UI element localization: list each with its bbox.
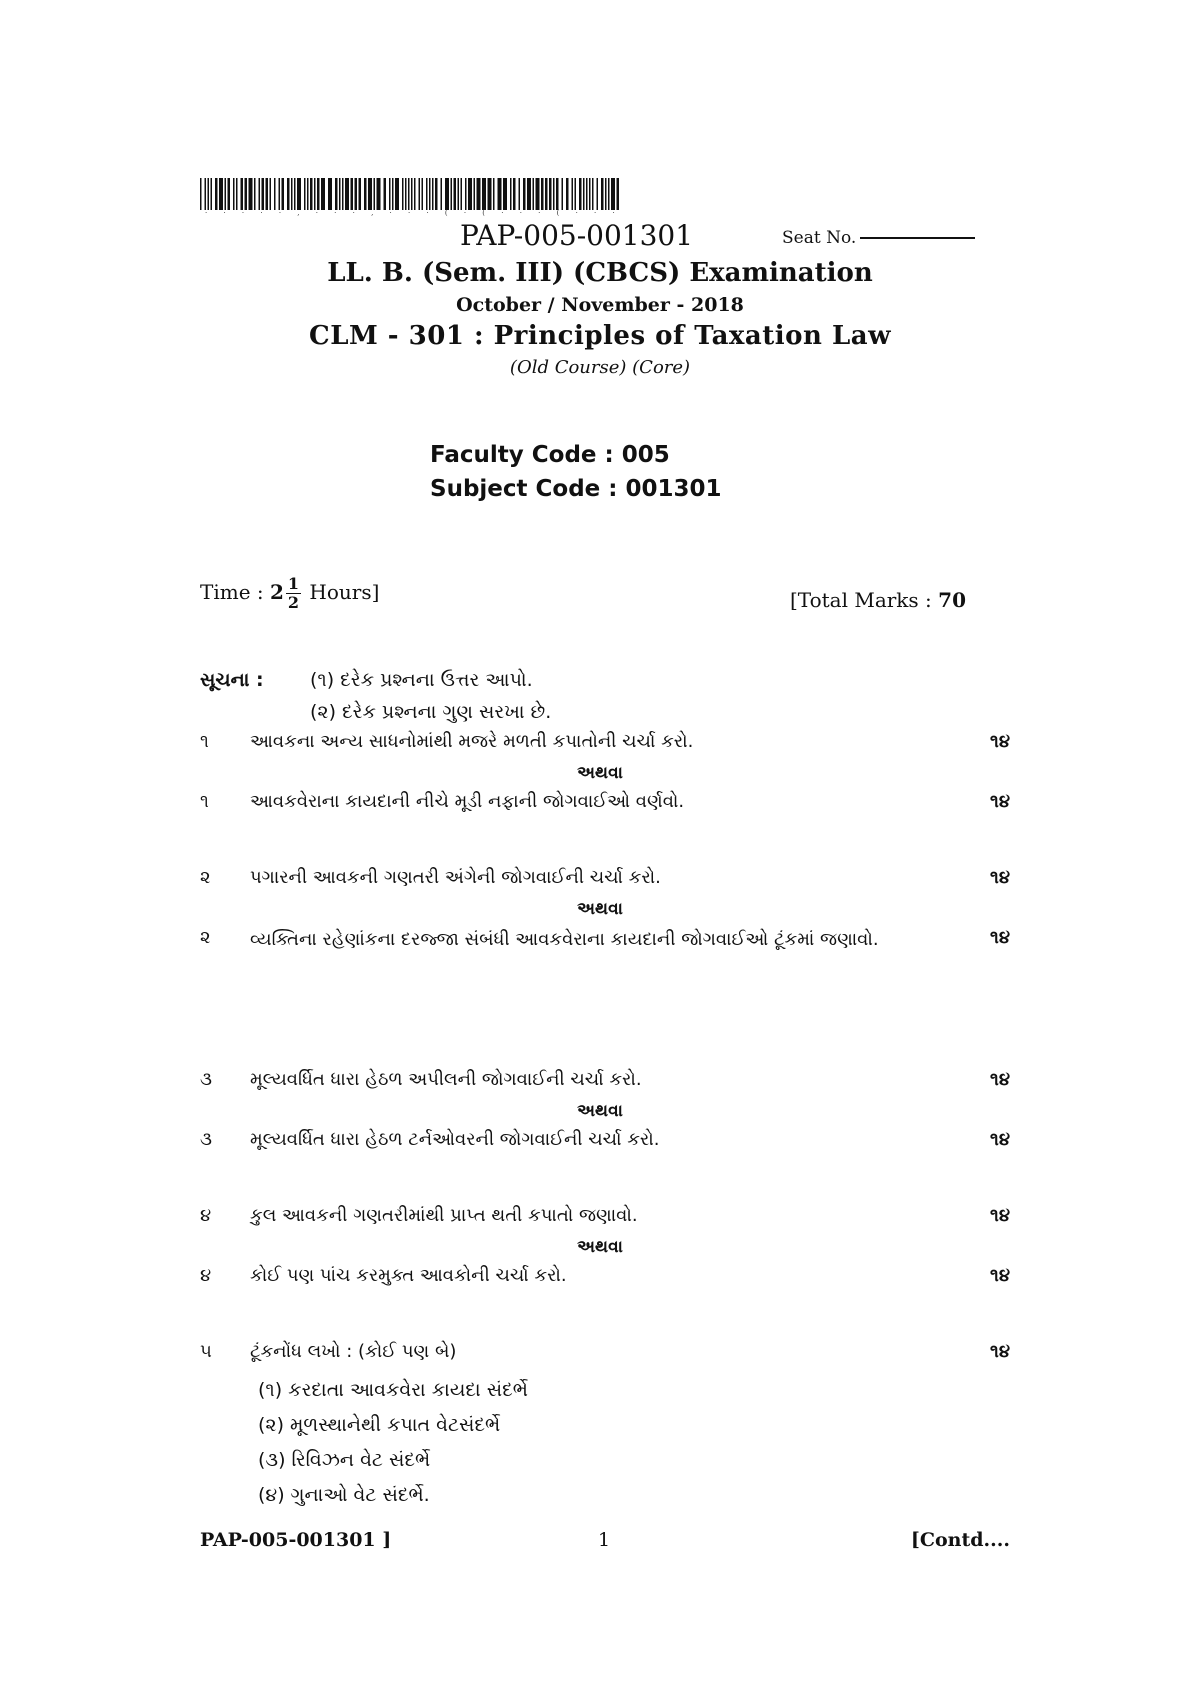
barcode-digit: ( — [444, 209, 448, 217]
question-number: ૪ — [200, 1205, 212, 1226]
barcode-bar — [395, 178, 399, 210]
question-marks: ૧૪ — [990, 1265, 1010, 1286]
barcode-digit: · — [612, 209, 615, 217]
barcode-bar — [294, 178, 296, 210]
question-text: આવકના અન્ય સાધનોમાંથી મજરે મળતી કપાતોની ચર્ચા કરો. — [250, 731, 694, 752]
time-whole: 2 — [270, 580, 284, 604]
barcode-bar — [601, 178, 604, 210]
question-marks: ૧૪ — [990, 1069, 1010, 1090]
barcode-bar — [441, 178, 443, 210]
question-text: ટૂંકનોંધ લખો : (કોઈ પણ બે) — [250, 1341, 457, 1362]
barcode-bar — [597, 178, 599, 210]
barcode-digit: · — [315, 209, 318, 217]
question-text: વ્યક્તિના રહેણાંકના દરજ્જા સંબંધી આવકવેરાના કાયદાની જોગવાઈઓ ટૂંકમાં જણાવો. — [250, 929, 879, 950]
barcode-bar — [586, 178, 588, 210]
barcode-bar — [266, 178, 269, 210]
page-number: 1 — [598, 1529, 611, 1551]
question-marks: ૧૪ — [990, 867, 1010, 888]
barcode-bar — [458, 178, 460, 210]
barcode-bar — [426, 178, 428, 210]
barcode-bar — [468, 178, 472, 210]
barcode-digit: ( — [556, 209, 560, 217]
question-number: ૧ — [200, 791, 209, 812]
barcode-bar — [249, 178, 253, 210]
barcode-bar — [368, 178, 372, 210]
barcode-bar — [408, 178, 410, 210]
barcode-bar — [608, 178, 610, 210]
barcode-bar — [510, 178, 512, 210]
barcode-bar — [291, 178, 293, 210]
barcode-bar — [317, 178, 320, 210]
instruction-item: (૨) દરેક પ્રશ્નના ગુણ સરખા છે. — [310, 701, 552, 723]
barcode-digit: · — [594, 209, 597, 217]
barcode-bar — [208, 178, 210, 210]
barcode-digit: · — [407, 209, 411, 217]
question-marks: ૧૪ — [990, 927, 1010, 948]
or-separator: અથવા — [577, 1101, 623, 1121]
barcode-bar — [307, 178, 309, 210]
barcode-digit: · — [223, 209, 226, 217]
question-number: ૩ — [200, 1069, 212, 1090]
question-marks: ૧૪ — [990, 791, 1010, 812]
barcode-bar — [536, 178, 540, 210]
barcode-bar — [262, 178, 265, 210]
total-marks-value: 70 — [938, 588, 966, 612]
barcode-bar — [432, 178, 434, 210]
barcode-bar — [236, 178, 238, 210]
barcode-bar — [282, 178, 285, 210]
barcode-bar — [579, 178, 582, 210]
barcode-bar — [270, 178, 272, 210]
or-separator: અથવા — [577, 1237, 623, 1257]
barcode-bar — [482, 178, 486, 210]
footer-paper-code: PAP-005-001301 ] — [200, 1529, 392, 1551]
time-fraction — [286, 575, 301, 612]
paper-code: PAP-005-001301 — [460, 219, 694, 252]
barcode-bar — [274, 178, 276, 210]
barcode-bar — [451, 178, 453, 210]
time-label: Time : — [200, 580, 264, 604]
barcode-bar — [297, 178, 301, 210]
barcode-bar — [211, 178, 213, 210]
course-title: CLM - 301 : Principles of Taxation Law — [309, 321, 891, 351]
seat-number-blank — [860, 237, 975, 239]
barcode-bar — [461, 178, 463, 210]
subject-code: Subject Code : 001301 — [430, 476, 722, 502]
exam-session: October / November - 2018 — [456, 294, 744, 316]
barcode-bar — [241, 178, 244, 210]
barcode-bar — [339, 178, 341, 210]
barcode-bar — [310, 178, 313, 210]
barcode-digit: · — [519, 209, 522, 217]
total-marks — [790, 586, 966, 614]
instructions-label: સૂચના : — [200, 669, 264, 691]
barcode-digit: · — [389, 209, 392, 217]
barcode-bar — [335, 178, 338, 210]
short-note-item: (૩) રિવિઝન વેટ સંદર્ભે — [258, 1449, 431, 1471]
barcode-digit: · — [426, 209, 429, 217]
barcode-bar — [405, 178, 407, 210]
barcode-bar — [259, 178, 261, 210]
barcode-digit: , — [297, 209, 300, 217]
barcode-bar — [429, 178, 431, 210]
barcode-bar — [592, 178, 594, 210]
barcode-bar — [545, 178, 548, 210]
barcode-digit: · — [352, 209, 355, 217]
barcode-bar — [527, 178, 531, 210]
instructions-list — [310, 664, 551, 728]
barcode-digit: · — [538, 209, 541, 217]
barcode-bar — [364, 178, 367, 210]
faculty-code: Faculty Code : 005 — [430, 442, 670, 468]
or-separator: અથવા — [577, 763, 623, 783]
barcode-digit: ( — [482, 209, 486, 217]
barcode-bar — [384, 178, 387, 210]
barcode-bar — [411, 178, 413, 210]
barcode-bar — [611, 178, 615, 210]
barcode-digit: · — [241, 209, 245, 217]
question-text: મૂલ્યવર્ધિત ધારા હેઠળ અપીલની જોગવાઈની ચર્ચા કરો. — [250, 1069, 642, 1090]
exam-title: LL. B. (Sem. III) (CBCS) Examination — [327, 258, 873, 288]
question-marks: ૧૪ — [990, 731, 1010, 752]
barcode-bar — [414, 178, 416, 210]
time-fraction-denominator: 2 — [287, 593, 300, 612]
barcode-bar — [523, 178, 526, 210]
barcode-bar — [583, 178, 585, 210]
barcode-bar — [314, 178, 316, 210]
barcode-bar — [233, 178, 235, 210]
barcode-bar — [200, 178, 202, 210]
barcode-bar — [389, 178, 391, 210]
barcode-digit: · — [334, 209, 337, 217]
barcode-bar — [245, 178, 248, 210]
time-fraction-numerator: 1 — [287, 574, 300, 593]
barcode-bar — [477, 178, 481, 210]
barcode-bar — [342, 178, 344, 210]
barcode-digit: , — [371, 209, 374, 217]
barcode-bar — [572, 178, 574, 210]
barcode-bar — [351, 178, 354, 210]
barcode-bar — [488, 178, 492, 210]
barcode-bar — [617, 178, 620, 210]
question-text: આવકવેરાના કાયદાની નીચે મૂડી નફાની જોગવાઈઓ વર્ણવો. — [250, 791, 685, 812]
barcode-bar — [556, 178, 559, 210]
barcode-bar — [533, 178, 535, 210]
barcode-bar — [225, 178, 227, 210]
barcode-bar — [215, 178, 218, 210]
question-number: ૨ — [200, 927, 211, 948]
question-text: મૂલ્યવર્ધિત ધારા હેઠળ ટર્નઓવરની જોગવાઈની ચર્ચા કરો. — [250, 1129, 660, 1150]
barcode-bar — [566, 178, 569, 210]
barcode-bar — [445, 178, 449, 210]
barcode-bar — [465, 178, 467, 210]
question-number: ૧ — [200, 731, 209, 752]
seat-number-field — [782, 226, 975, 250]
question-text: કુલ આવકની ગણતરીમાંથી પ્રાપ્ત થતી કપાતો જણાવો. — [250, 1205, 638, 1226]
barcode-bar — [228, 178, 231, 210]
question-marks: ૧૪ — [990, 1129, 1010, 1150]
barcode-digit: · — [260, 209, 263, 217]
barcode-bar — [205, 178, 207, 210]
time-allowed — [200, 575, 379, 612]
barcode-bar — [345, 178, 349, 210]
barcode-digit: · — [278, 209, 282, 217]
barcode — [200, 178, 620, 210]
barcode-bar — [541, 178, 544, 210]
barcode-bar — [605, 178, 607, 210]
barcode-digit: · — [205, 209, 208, 217]
instruction-item: (૧) દરેક પ્રશ્નના ઉત્તર આપો. — [310, 669, 533, 691]
question-row — [200, 923, 1010, 989]
seat-number-label: Seat No. — [782, 228, 857, 248]
barcode-digit: · — [463, 209, 467, 217]
barcode-bar — [328, 178, 332, 210]
barcode-bar — [219, 178, 223, 210]
barcode-bar — [402, 178, 404, 210]
short-notes-list — [258, 1373, 528, 1513]
question-number: ૩ — [200, 1129, 212, 1150]
question-text: કોઈ પણ પાંચ કરમુક્ત આવકોની ચર્ચા કરો. — [250, 1265, 567, 1286]
barcode-bar — [254, 178, 256, 210]
question-marks: ૧૪ — [990, 1205, 1010, 1226]
barcode-bar — [355, 178, 358, 210]
short-note-item: (૧) કરદાતા આવકવેરા કાયદા સંદર્ભે — [258, 1379, 528, 1401]
question-number: ૨ — [200, 867, 211, 888]
barcode-bar — [377, 178, 381, 210]
barcode-bar — [422, 178, 424, 210]
barcode-bar — [549, 178, 552, 210]
barcode-bar — [321, 178, 325, 210]
question-marks: ૧૪ — [990, 1341, 1010, 1362]
question-text: પગારની આવકની ગણતરી અંગેની જોગવાઈની ચર્ચા કરો. — [250, 867, 661, 888]
barcode-bar — [392, 178, 394, 210]
question-number: ૪ — [200, 1265, 212, 1286]
or-separator: અથવા — [577, 899, 623, 919]
barcode-bar — [304, 178, 306, 210]
barcode-bar — [519, 178, 521, 210]
time-unit: Hours] — [309, 580, 380, 604]
codes-block — [430, 438, 722, 506]
barcode-bar — [575, 178, 577, 210]
barcode-bar — [474, 178, 476, 210]
barcode-digit: · — [575, 209, 578, 217]
barcode-bar — [562, 178, 564, 210]
barcode-bar — [498, 178, 502, 210]
short-note-item: (૨) મૂળસ્થાનેથી કપાત વેટસંદર્ભે — [258, 1414, 501, 1436]
total-marks-label: [Total Marks : — [790, 588, 932, 612]
short-note-item: (૪) ગુનાઓ વેટ સંદર્ભે. — [258, 1484, 430, 1506]
continued-label: [Contd.... — [910, 1529, 1010, 1551]
barcode-bar — [419, 178, 421, 210]
barcode-bar — [493, 178, 495, 210]
question-number: ૫ — [200, 1341, 212, 1362]
course-subtitle: (Old Course) (Core) — [509, 357, 691, 378]
barcode-digit: · — [501, 209, 504, 217]
barcode-bar — [553, 178, 555, 210]
barcode-bar — [287, 178, 290, 210]
barcode-bar — [503, 178, 507, 210]
barcode-bar — [435, 178, 438, 210]
barcode-bar — [359, 178, 362, 210]
barcode-digits — [205, 209, 615, 217]
barcode-bar — [513, 178, 516, 210]
barcode-bar — [454, 178, 457, 210]
barcode-bar — [279, 178, 281, 210]
barcode-bar — [589, 178, 591, 210]
barcode-bar — [374, 178, 376, 210]
